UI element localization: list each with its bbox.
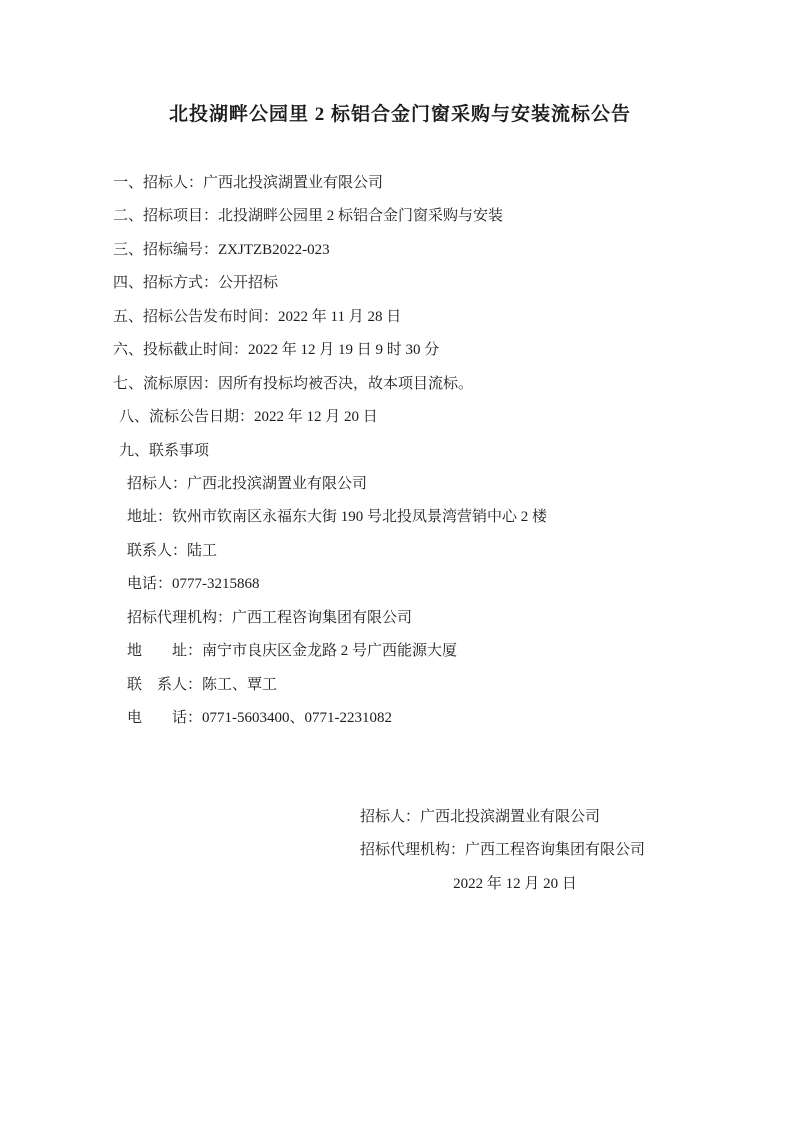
contact-agency-person: 联 系人：陈工、覃工 [127, 676, 278, 693]
list-item-tender-method: 四、招标方式：公开招标 [113, 275, 279, 292]
list-item-failure-reason: 七、流标原因：因所有投标均被否决，故本项目流标。 [113, 375, 474, 392]
list-item-deadline: 六、投标截止时间：2022 年 12 月 19 日 9 时 30 分 [113, 342, 440, 359]
list-item-tenderer: 一、招标人：广西北投滨湖置业有限公司 [113, 175, 384, 191]
document-title: 北投湖畔公园里 2 标铝合金门窗采购与安装流标公告 [168, 104, 631, 125]
contact-tenderer-person: 联系人：陆工 [127, 542, 218, 559]
contact-tenderer-address: 地址：钦州市钦南区永福东大街 190 号北投凤景湾营销中心 2 楼 [127, 509, 548, 526]
contact-tenderer-name: 招标人：广西北投滨湖置业有限公司 [127, 475, 368, 492]
document-body [0, 167, 800, 735]
list-item-project: 二、招标项目：北投湖畔公园里 2 标铝合金门窗采购与安装 [113, 208, 504, 225]
list-item-tender-number: 三、招标编号：ZXJTZB2022-023 [113, 241, 330, 258]
contact-agency-phone: 电 话：0771-5603400、0771-2231082 [127, 710, 392, 726]
footer-agency: 招标代理机构：广西工程咨询集团有限公司 [360, 842, 646, 859]
list-item-failure-date: 八、流标公告日期：2022 年 12 月 20 日 [119, 409, 378, 426]
list-item-contact-heading: 九、联系事项 [119, 442, 210, 459]
footer-tenderer: 招标人：广西北投滨湖置业有限公司 [360, 809, 601, 825]
list-item-announce-time: 五、招标公告发布时间：2022 年 11 月 28 日 [113, 308, 402, 325]
contact-agency-name: 招标代理机构：广西工程咨询集团有限公司 [127, 609, 413, 626]
footer-date: 2022 年 12 月 20 日 [453, 875, 577, 892]
contact-agency-address: 地 址：南宁市良庆区金龙路 2 号广西能源大厦 [127, 643, 458, 660]
contact-tenderer-phone: 电话：0777-3215868 [127, 576, 260, 593]
signature-block [360, 801, 670, 901]
